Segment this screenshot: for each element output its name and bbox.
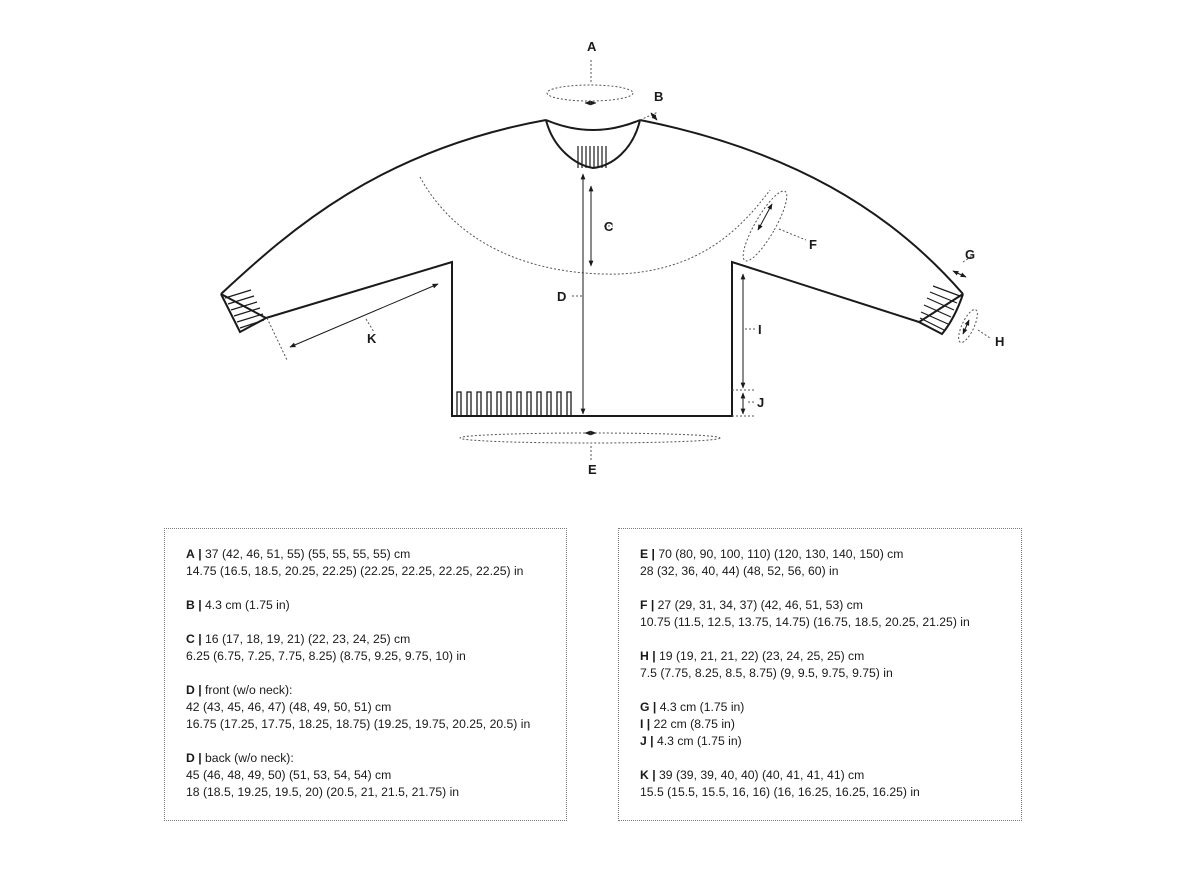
measurement-text: 19 (19, 21, 21, 22) (23, 24, 25, 25) cm (659, 649, 865, 663)
measurement-letter: J (640, 734, 647, 748)
measurement-text: 70 (80, 90, 100, 110) (120, 130, 140, 150) cm (658, 547, 904, 561)
label-b: B (654, 89, 664, 104)
left-cuff-ribbing (225, 290, 264, 328)
measurement-entry-k (640, 767, 1001, 801)
measurement-letter: A (186, 547, 195, 561)
measurement-entry-g (640, 699, 1001, 716)
label-k: K (367, 331, 377, 346)
measurement-entry-b (186, 597, 546, 614)
label-h: H (995, 334, 1005, 349)
measurement-letter: K (640, 768, 649, 782)
measurement-text: 4.3 cm (1.75 in) (656, 734, 742, 748)
measurement-text: 4.3 cm (1.75 in) (205, 598, 290, 612)
measurement-entry-f (640, 597, 1001, 631)
sweater-outline (221, 120, 963, 416)
measurement-separator: | (650, 598, 655, 612)
measurement-entry-d-front (186, 682, 546, 733)
measurement-text: back (w/o neck): (205, 751, 294, 765)
label-j: J (757, 395, 765, 410)
measurement-separator: | (198, 632, 202, 646)
measurement-entry-j (640, 733, 1001, 750)
label-i: I (758, 322, 762, 337)
measurement-letter: B (186, 598, 195, 612)
measurement-letter: E (640, 547, 649, 561)
measurement-letter: D (186, 683, 195, 697)
measurement-letter: G (640, 700, 650, 714)
measurement-entry-i (640, 716, 1001, 733)
hem-ribbing (457, 392, 571, 416)
measurement-entry-e (640, 546, 1001, 580)
label-e: E (588, 462, 597, 477)
measurement-text: front (w/o neck): (205, 683, 293, 697)
measurement-text: 22 cm (8.75 in) (653, 717, 735, 731)
measurement-letter: C (186, 632, 195, 646)
measurement-separator: | (652, 768, 656, 782)
measurement-text: 14.75 (16.5, 18.5, 20.25, 22.25) (22.25, 22.25, 22.25, 22.25) in (186, 564, 524, 578)
measurement-text: 10.75 (11.5, 12.5, 13.75, 14.75) (16.75, 18.5, 20.25, 21.25) in (640, 615, 970, 629)
neck-ribbing (578, 146, 606, 168)
measurements-right-panel (618, 528, 1022, 821)
measurement-guides (267, 60, 990, 460)
label-d: D (557, 289, 567, 304)
measurement-entry-h (640, 648, 1001, 682)
label-c: C (604, 219, 614, 234)
measurements-left-panel (164, 528, 567, 821)
label-f: F (809, 237, 817, 252)
measurement-text: 7.5 (7.75, 8.25, 8.5, 8.75) (9, 9.5, 9.75, 9.75) in (640, 666, 893, 680)
measurement-text: 16 (17, 18, 19, 21) (22, 23, 24, 25) cm (205, 632, 411, 646)
measurement-entry-d-back (186, 750, 546, 801)
measurement-separator: | (198, 598, 202, 612)
measurement-letter: I (640, 717, 644, 731)
measurement-text: 42 (43, 45, 46, 47) (48, 49, 50, 51) cm (186, 700, 392, 714)
measurement-entry-a (186, 546, 546, 580)
measurement-separator: | (198, 547, 202, 561)
label-a: A (587, 39, 597, 54)
measurement-separator: | (652, 700, 657, 714)
measurement-separator: | (198, 751, 202, 765)
measurement-entry-c (186, 631, 546, 665)
measurement-text: 18 (18.5, 19.25, 19.5, 20) (20.5, 21, 21.5, 21.75) in (186, 785, 460, 799)
measurement-letter: F (640, 598, 648, 612)
measurement-letter: D (186, 751, 195, 765)
measurement-separator: | (652, 649, 656, 663)
measurement-text: 28 (32, 36, 40, 44) (48, 52, 56, 60) in (640, 564, 839, 578)
measurement-text: 45 (46, 48, 49, 50) (51, 53, 54, 54) cm (186, 768, 392, 782)
measurement-text: 15.5 (15.5, 15.5, 16, 16) (16, 16.25, 16.25, 16.25) in (640, 785, 920, 799)
measurement-arrows (290, 103, 969, 433)
measurement-text: 16.75 (17.25, 17.75, 18.25, 18.75) (19.25, 19.75, 20.25, 20.5) in (186, 717, 531, 731)
measurement-letter: H (640, 649, 649, 663)
label-g: G (965, 247, 976, 262)
measurement-text: 27 (29, 31, 34, 37) (42, 46, 51, 53) cm (657, 598, 863, 612)
measurement-text: 6.25 (6.75, 7.25, 7.75, 8.25) (8.75, 9.25, 9.75, 10) in (186, 649, 466, 663)
measurement-text: 39 (39, 39, 40, 40) (40, 41, 41, 41) cm (659, 768, 865, 782)
measurement-text: 4.3 cm (1.75 in) (659, 700, 745, 714)
measurement-separator: | (650, 734, 654, 748)
measurement-separator: | (646, 717, 651, 731)
measurement-text: 37 (42, 46, 51, 55) (55, 55, 55, 55) cm (205, 547, 411, 561)
measurement-separator: | (198, 683, 202, 697)
measurement-separator: | (651, 547, 655, 561)
